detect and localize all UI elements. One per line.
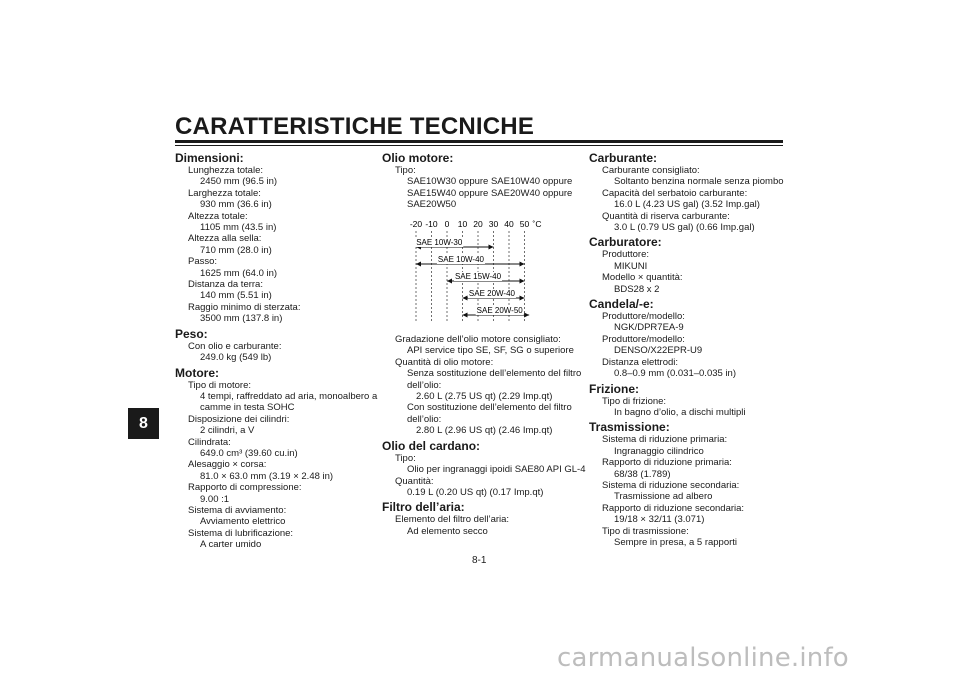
spec-label: Produttore: [602,249,649,261]
spec-label: Modello × quantità: [602,272,683,284]
spec-value: dell’olio: [407,413,442,425]
arrow-head [447,278,452,283]
section-heading: Olio motore: [382,151,454,165]
spec-label: Sistema di riduzione primaria: [602,434,728,446]
spec-label: Disposizione dei cilindri: [188,413,290,425]
arrow-head [463,312,468,317]
spec-label: Tipo di trasmissione: [602,525,689,537]
oil-section-bottom [382,334,586,537]
arrow-head [524,312,529,317]
section-heading: Carburatore: [589,235,662,250]
spec-value: 649.0 cm³ (39.60 cu.in) [200,447,298,459]
spec-value: camme in testa SOHC [200,402,295,414]
section-heading: Candela/-e: [589,297,654,312]
section-heading: Frizione: [589,381,639,396]
spec-label: Alesaggio × corsa: [188,459,267,471]
spec-label: Con olio e carburante: [188,340,282,352]
page-number: 8-1 [472,555,487,566]
spec-value: Soltanto benzina normale senza piombo [614,176,784,188]
section-heading: Carburante: [589,151,658,165]
temperature-tick-label: 0 [444,218,450,229]
page-title: CARATTERISTICHE TECNICHE [175,113,535,140]
spec-label: Distanza elettrodi: [602,356,679,368]
spec-label: Passo: [188,256,218,268]
spec-label: Gradazione dell’olio motore consigliato: [395,334,561,346]
spec-value: SAE10W30 oppure SAE10W40 oppure [407,176,573,188]
oil-grade-label: SAE 10W-40 [437,254,485,264]
section-heading: Trasmissione: [589,420,670,435]
temperature-tick-label: 40 [504,218,514,229]
spec-value: Trasmissione ad albero [614,491,713,503]
spec-value: A carter umido [200,539,262,551]
spec-value: 930 mm (36.6 in) [200,199,272,211]
arrow-head [489,244,494,249]
spec-value: NGK/DPR7EA-9 [614,322,684,334]
spec-label: Carburante consigliato: [602,165,700,176]
spec-label: Altezza totale: [188,210,248,222]
spec-value: 68/38 (1.789) [614,468,671,480]
spec-label: Altezza alla sella: [188,233,262,245]
spec-value: Senza sostituzione dell’elemento del filtro [407,368,582,380]
spec-label: Raggio minimo di sterzata: [188,301,301,313]
spec-label: Sistema di lubrificazione: [188,527,294,539]
spec-value: 2.80 L (2.96 US qt) (2.46 Imp.qt) [416,425,553,437]
spec-value: 1105 mm (43.5 in) [200,222,277,234]
spec-label: Lunghezza totale: [188,165,264,176]
temperature-tick-label: -10 [425,218,438,229]
spec-label: Sistema di avviamento: [188,504,287,516]
spec-value: Con sostituzione dell’elemento del filtro [407,402,572,414]
spec-label: Produttore/modello: [602,333,685,345]
spec-value: BDS28 x 2 [614,283,660,295]
spec-label: Rapporto di riduzione secondaria: [602,502,745,514]
title-rule-thin [175,145,783,146]
oil-grade-label: SAE 15W-40 [454,271,502,281]
spec-label: Larghezza totale: [188,187,261,199]
arrow-head [463,295,468,300]
spec-label: Produttore/modello: [602,311,685,323]
section-heading: Filtro dell’aria: [382,500,465,515]
spec-label: Cilindrata: [188,436,231,448]
spec-value: 3.0 L (0.79 US gal) (0.66 Imp.gal) [614,222,755,234]
temperature-tick-label: 10 [457,218,468,229]
temperature-tick-label: 50 [519,218,530,229]
arrow-head [520,278,525,283]
section-heading: Dimensioni: [175,151,244,165]
spec-label: Sistema di riduzione secondaria: [602,479,740,491]
oil-viscosity-chart [402,217,542,325]
oil-grade-label: SAE 10W-30 [416,237,463,247]
spec-value: MIKUNI [614,260,648,272]
spec-value: 2.60 L (2.75 US qt) (2.29 Imp.qt) [416,391,553,403]
oil-grade-label: SAE 20W-40 [468,288,516,298]
spec-value: DENSO/X22EPR-U9 [614,345,703,357]
spec-value: 16.0 L (4.23 US gal) (3.52 Imp.gal) [614,199,760,211]
spec-label: Tipo: [395,165,416,176]
section-heading: Olio del cardano: [382,438,481,453]
spec-value: 0.19 L (0.20 US qt) (0.17 Imp.qt) [407,486,544,498]
spec-value: 4 tempi, raffreddato ad aria, monoalbero a [200,390,378,402]
spec-label: Rapporto di compressione: [188,482,302,494]
spec-value: 2 cilindri, a V [200,425,255,437]
chapter-tab: 8 [128,408,159,439]
spec-value: 2450 mm (96.5 in) [200,176,278,188]
temperature-tick-label: 30 [488,218,499,229]
spec-value: SAE15W40 oppure SAE20W40 oppure [407,187,573,199]
spec-value: 9.00 :1 [200,493,230,505]
arrow-head [520,261,525,266]
specs-column-2 [382,151,586,537]
specs-column-1 [175,151,378,551]
arrow-head [520,295,525,300]
spec-value: 249.0 kg (549 lb) [200,352,272,364]
spec-value: Ingranaggio cilindrico [614,445,704,457]
spec-value: In bagno d’olio, a dischi multipli [614,406,746,418]
spec-value: SAE20W50 [407,199,457,211]
spec-value: 81.0 × 63.0 mm (3.19 × 2.48 in) [200,470,334,482]
temperature-tick-label: 20 [473,218,483,229]
spec-label: Capacità del serbatoio carburante: [602,187,748,199]
temperature-unit: ˚C [532,218,542,229]
spec-value: Avviamento elettrico [200,516,286,528]
oil-grade-label: SAE 20W-50 [476,305,523,315]
spec-value: dell’olio: [407,379,442,391]
spec-label: Quantità di riserva carburante: [602,210,730,222]
spec-value: 3500 mm (137.8 in) [200,313,283,325]
spec-value: 710 mm (28.0 in) [200,244,272,256]
spec-label: Elemento del filtro dell’aria: [395,514,510,526]
spec-value: 140 mm (5.51 in) [200,290,272,302]
spec-label: Quantità: [395,475,434,487]
spec-label: Tipo: [395,452,416,464]
oil-section-top [382,151,582,211]
spec-label: Tipo di motore: [188,379,252,391]
spec-value: API service tipo SE, SF, SG o superiore [407,345,574,357]
spec-value: 0.8–0.9 mm (0.031–0.035 in) [614,368,736,380]
arrow-head [416,261,421,266]
spec-value: Ad elemento secco [407,525,488,537]
spec-label: Distanza da terra: [188,279,263,291]
spec-value: Sempre in presa, a 5 rapporti [614,536,738,548]
section-heading: Motore: [175,365,219,380]
watermark: carmanualsonline.info [557,643,849,673]
title-rule-thick [175,140,783,143]
spec-value: 19/18 × 32/11 (3.071) [614,514,705,526]
spec-label: Rapporto di riduzione primaria: [602,457,732,469]
spec-value: 1625 mm (64.0 in) [200,267,278,279]
spec-value: Olio per ingranaggi ipoidi SAE80 API GL-4 [407,464,586,476]
section-heading: Peso: [175,326,208,341]
spec-label: Tipo di frizione: [602,395,667,407]
temperature-tick-label: -20 [409,218,423,229]
spec-label: Quantità di olio motore: [395,356,494,368]
specs-column-3 [589,151,789,548]
